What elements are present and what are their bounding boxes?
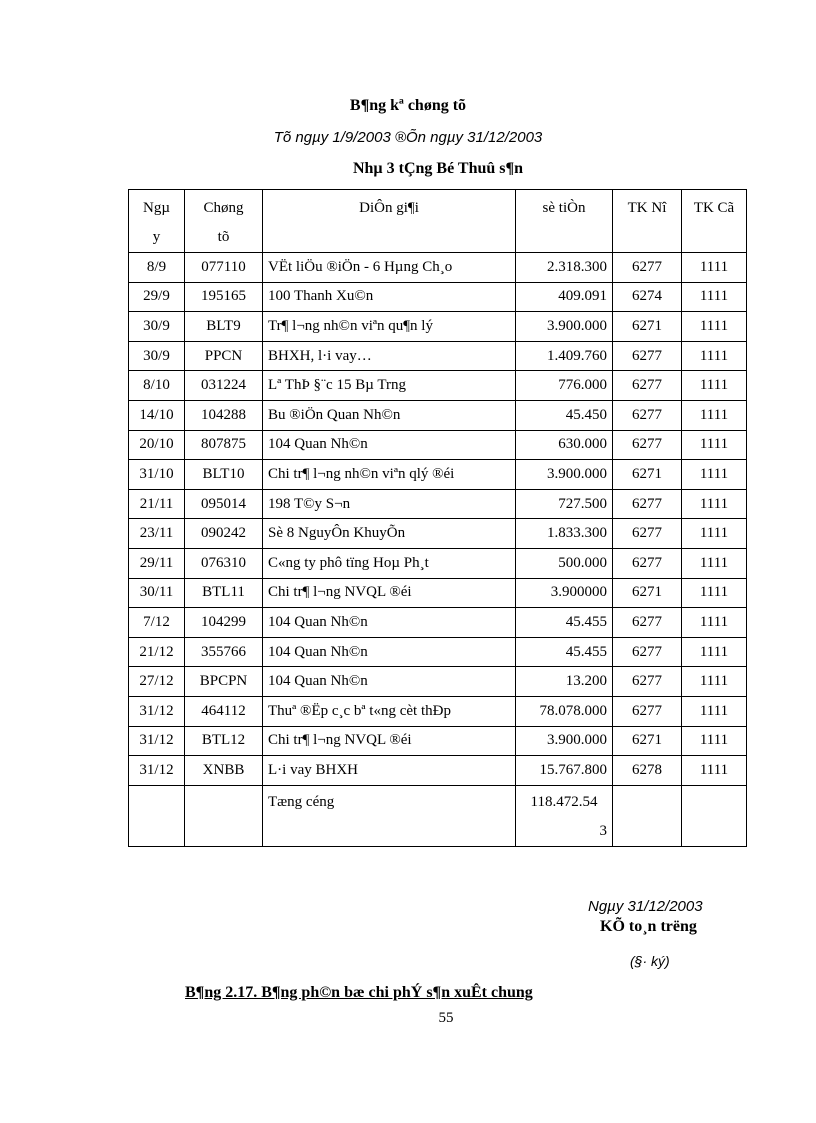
cell-voucher: 355766 (185, 637, 263, 667)
cell-credit-account: 1111 (682, 371, 747, 401)
cell-credit-account: 1111 (682, 312, 747, 342)
cell-voucher: BLT10 (185, 460, 263, 490)
cell-debit-account: 6277 (613, 637, 682, 667)
cell-debit-account: 6277 (613, 489, 682, 519)
cell-description: Bu ®iÖn Quan Nh©n (263, 400, 516, 430)
cell-voucher: 807875 (185, 430, 263, 460)
table-row (129, 578, 747, 608)
project-name: Nhµ 3 tÇng Bé Thuû s¶n (352, 160, 524, 177)
cell-credit-account: 1111 (682, 282, 747, 312)
cell-amount: 1.833.300 (516, 519, 613, 549)
cell-credit-account: 1111 (682, 489, 747, 519)
cell-voucher: BTL11 (185, 578, 263, 608)
table-row (129, 341, 747, 371)
cell-amount: 15.767.800 (516, 756, 613, 786)
cell-amount: 3.900000 (516, 578, 613, 608)
table-row (129, 400, 747, 430)
table-row (129, 253, 747, 283)
cell-description: Chi tr¶ l¬ng nh©n viªn qlý ®éi (263, 460, 516, 490)
cell-credit-account: 1111 (682, 637, 747, 667)
table-row (129, 519, 747, 549)
table-row (129, 489, 747, 519)
cell-voucher: 195165 (185, 282, 263, 312)
cell-credit-account: 1111 (682, 667, 747, 697)
cell-amount: 45.455 (516, 608, 613, 638)
cell-description: 104 Quan Nh©n (263, 608, 516, 638)
cell-voucher: XNBB (185, 756, 263, 786)
cell-credit-account: 1111 (682, 726, 747, 756)
cell-amount: 500.000 (516, 548, 613, 578)
cell-debit-account: 6277 (613, 519, 682, 549)
cell-voucher: 090242 (185, 519, 263, 549)
cell-voucher: BPCPN (185, 667, 263, 697)
cell-date: 31/10 (129, 460, 185, 490)
cell-voucher: 077110 (185, 253, 263, 283)
table-row (129, 282, 747, 312)
cell-description: Lª ThÞ §¨c 15 Bµ Trng (263, 371, 516, 401)
cell-description: Chi tr¶ l¬ng NVQL ®éi (263, 578, 516, 608)
cell-amount: 3.900.000 (516, 726, 613, 756)
table-row (129, 667, 747, 697)
cell-description: Thuª ®Ëp c¸c bª t«ng cèt thÐp (263, 696, 516, 726)
col-header-voucher: Chøng tõ (185, 190, 263, 253)
cell-amount: 3.900.000 (516, 460, 613, 490)
cell-date: 8/10 (129, 371, 185, 401)
cell-description: BHXH, l·i vay… (263, 341, 516, 371)
cell-credit-account: 1111 (682, 341, 747, 371)
table-caption: B¶ng 2.17. B¶ng ph©n bæ chi phÝ s¶n xuÊt chung (185, 984, 533, 1001)
cell-amount: 727.500 (516, 489, 613, 519)
cell-debit-account: 6277 (613, 430, 682, 460)
cell-debit-account: 6277 (613, 371, 682, 401)
total-amount-line-1: 118.472.54 (530, 793, 598, 810)
cell-date: 7/12 (129, 608, 185, 638)
cell-voucher: 464112 (185, 696, 263, 726)
cell-credit-account: 1111 (682, 578, 747, 608)
cell-amount: 630.000 (516, 430, 613, 460)
cell-description: 104 Quan Nh©n (263, 637, 516, 667)
cell-credit-account: 1111 (682, 608, 747, 638)
cell-credit-account: 1111 (682, 400, 747, 430)
cell-description: 198 T©y S¬n (263, 489, 516, 519)
cell-description: 104 Quan Nh©n (263, 430, 516, 460)
cell-debit-account: 6274 (613, 282, 682, 312)
cell-description: C«ng ty phô tïng Hoµ Ph¸t (263, 548, 516, 578)
page-number: 55 (438, 1010, 454, 1026)
cell-voucher: PPCN (185, 341, 263, 371)
cell-description: 104 Quan Nh©n (263, 667, 516, 697)
cell-empty (682, 785, 747, 846)
cell-debit-account: 6277 (613, 400, 682, 430)
col-header-amount: sè tiÒn (516, 190, 613, 253)
cell-voucher: 104299 (185, 608, 263, 638)
col-header-date: Ngµ y (129, 190, 185, 253)
cell-date: 8/9 (129, 253, 185, 283)
cell-date: 20/10 (129, 430, 185, 460)
cell-amount: 13.200 (516, 667, 613, 697)
cell-date: 30/9 (129, 312, 185, 342)
cell-debit-account: 6277 (613, 341, 682, 371)
cell-amount: 78.078.000 (516, 696, 613, 726)
signature-note: (§· ký) (630, 953, 670, 969)
cell-amount: 3.900.000 (516, 312, 613, 342)
cell-debit-account: 6278 (613, 756, 682, 786)
cell-amount: 409.091 (516, 282, 613, 312)
total-amount-line-2: 3 (599, 822, 607, 839)
cell-debit-account: 6277 (613, 696, 682, 726)
cell-date: 21/12 (129, 637, 185, 667)
cell-voucher: 076310 (185, 548, 263, 578)
cell-amount: 45.450 (516, 400, 613, 430)
document-title: B¶ng kª chøng tõ (349, 97, 467, 114)
cell-date: 30/11 (129, 578, 185, 608)
cell-description: VËt liÖu ®iÖn - 6 Hµng Ch¸o (263, 253, 516, 283)
table-row (129, 608, 747, 638)
table-row (129, 312, 747, 342)
cell-date: 31/12 (129, 726, 185, 756)
cell-amount: 2.318.300 (516, 253, 613, 283)
table-row (129, 460, 747, 490)
table-row (129, 696, 747, 726)
cell-credit-account: 1111 (682, 548, 747, 578)
cell-voucher: BTL12 (185, 726, 263, 756)
cell-credit-account: 1111 (682, 253, 747, 283)
table-row (129, 726, 747, 756)
cell-amount: 1.409.760 (516, 341, 613, 371)
signature-role: KÕ to¸n trëng (600, 918, 697, 935)
cell-credit-account: 1111 (682, 430, 747, 460)
cell-debit-account: 6277 (613, 667, 682, 697)
total-label: Tæng céng (263, 785, 516, 846)
cell-credit-account: 1111 (682, 756, 747, 786)
cell-amount: 776.000 (516, 371, 613, 401)
col-header-description: DiÔn gi¶i (263, 190, 516, 253)
cell-debit-account: 6271 (613, 460, 682, 490)
cell-voucher: 095014 (185, 489, 263, 519)
cell-description: L·i vay BHXH (263, 756, 516, 786)
cell-date: 23/11 (129, 519, 185, 549)
cell-date: 21/11 (129, 489, 185, 519)
col-header-debit-account: TK Nî (613, 190, 682, 253)
cell-date: 29/11 (129, 548, 185, 578)
cell-credit-account: 1111 (682, 460, 747, 490)
cell-description: Chi tr¶ l¬ng NVQL ®éi (263, 726, 516, 756)
cell-description: Tr¶ l¬ng nh©n viªn qu¶n lý (263, 312, 516, 342)
cell-date: 30/9 (129, 341, 185, 371)
table-header-row (129, 190, 747, 253)
cell-debit-account: 6277 (613, 608, 682, 638)
cell-debit-account: 6271 (613, 578, 682, 608)
table-row (129, 548, 747, 578)
cell-empty (129, 785, 185, 846)
table-row (129, 371, 747, 401)
cell-date: 31/12 (129, 756, 185, 786)
table-row (129, 430, 747, 460)
voucher-table (128, 189, 747, 847)
cell-empty (613, 785, 682, 846)
cell-credit-account: 1111 (682, 519, 747, 549)
cell-voucher: BLT9 (185, 312, 263, 342)
cell-empty (185, 785, 263, 846)
cell-debit-account: 6277 (613, 253, 682, 283)
total-row (129, 785, 747, 846)
cell-date: 14/10 (129, 400, 185, 430)
cell-amount: 45.455 (516, 637, 613, 667)
cell-description: 100 Thanh Xu©n (263, 282, 516, 312)
period-subtitle: Tõ ngµy 1/9/2003 ®Õn ngµy 31/12/2003 (273, 129, 543, 146)
cell-debit-account: 6271 (613, 312, 682, 342)
cell-date: 29/9 (129, 282, 185, 312)
cell-debit-account: 6277 (613, 548, 682, 578)
cell-debit-account: 6271 (613, 726, 682, 756)
total-amount (516, 785, 613, 846)
col-header-credit-account: TK Cã (682, 190, 747, 253)
cell-voucher: 031224 (185, 371, 263, 401)
table-row (129, 637, 747, 667)
signature-date: Ngµy 31/12/2003 (588, 898, 703, 915)
cell-date: 31/12 (129, 696, 185, 726)
cell-credit-account: 1111 (682, 696, 747, 726)
table-row (129, 756, 747, 786)
cell-voucher: 104288 (185, 400, 263, 430)
cell-description: Sè 8 NguyÔn KhuyÕn (263, 519, 516, 549)
cell-date: 27/12 (129, 667, 185, 697)
